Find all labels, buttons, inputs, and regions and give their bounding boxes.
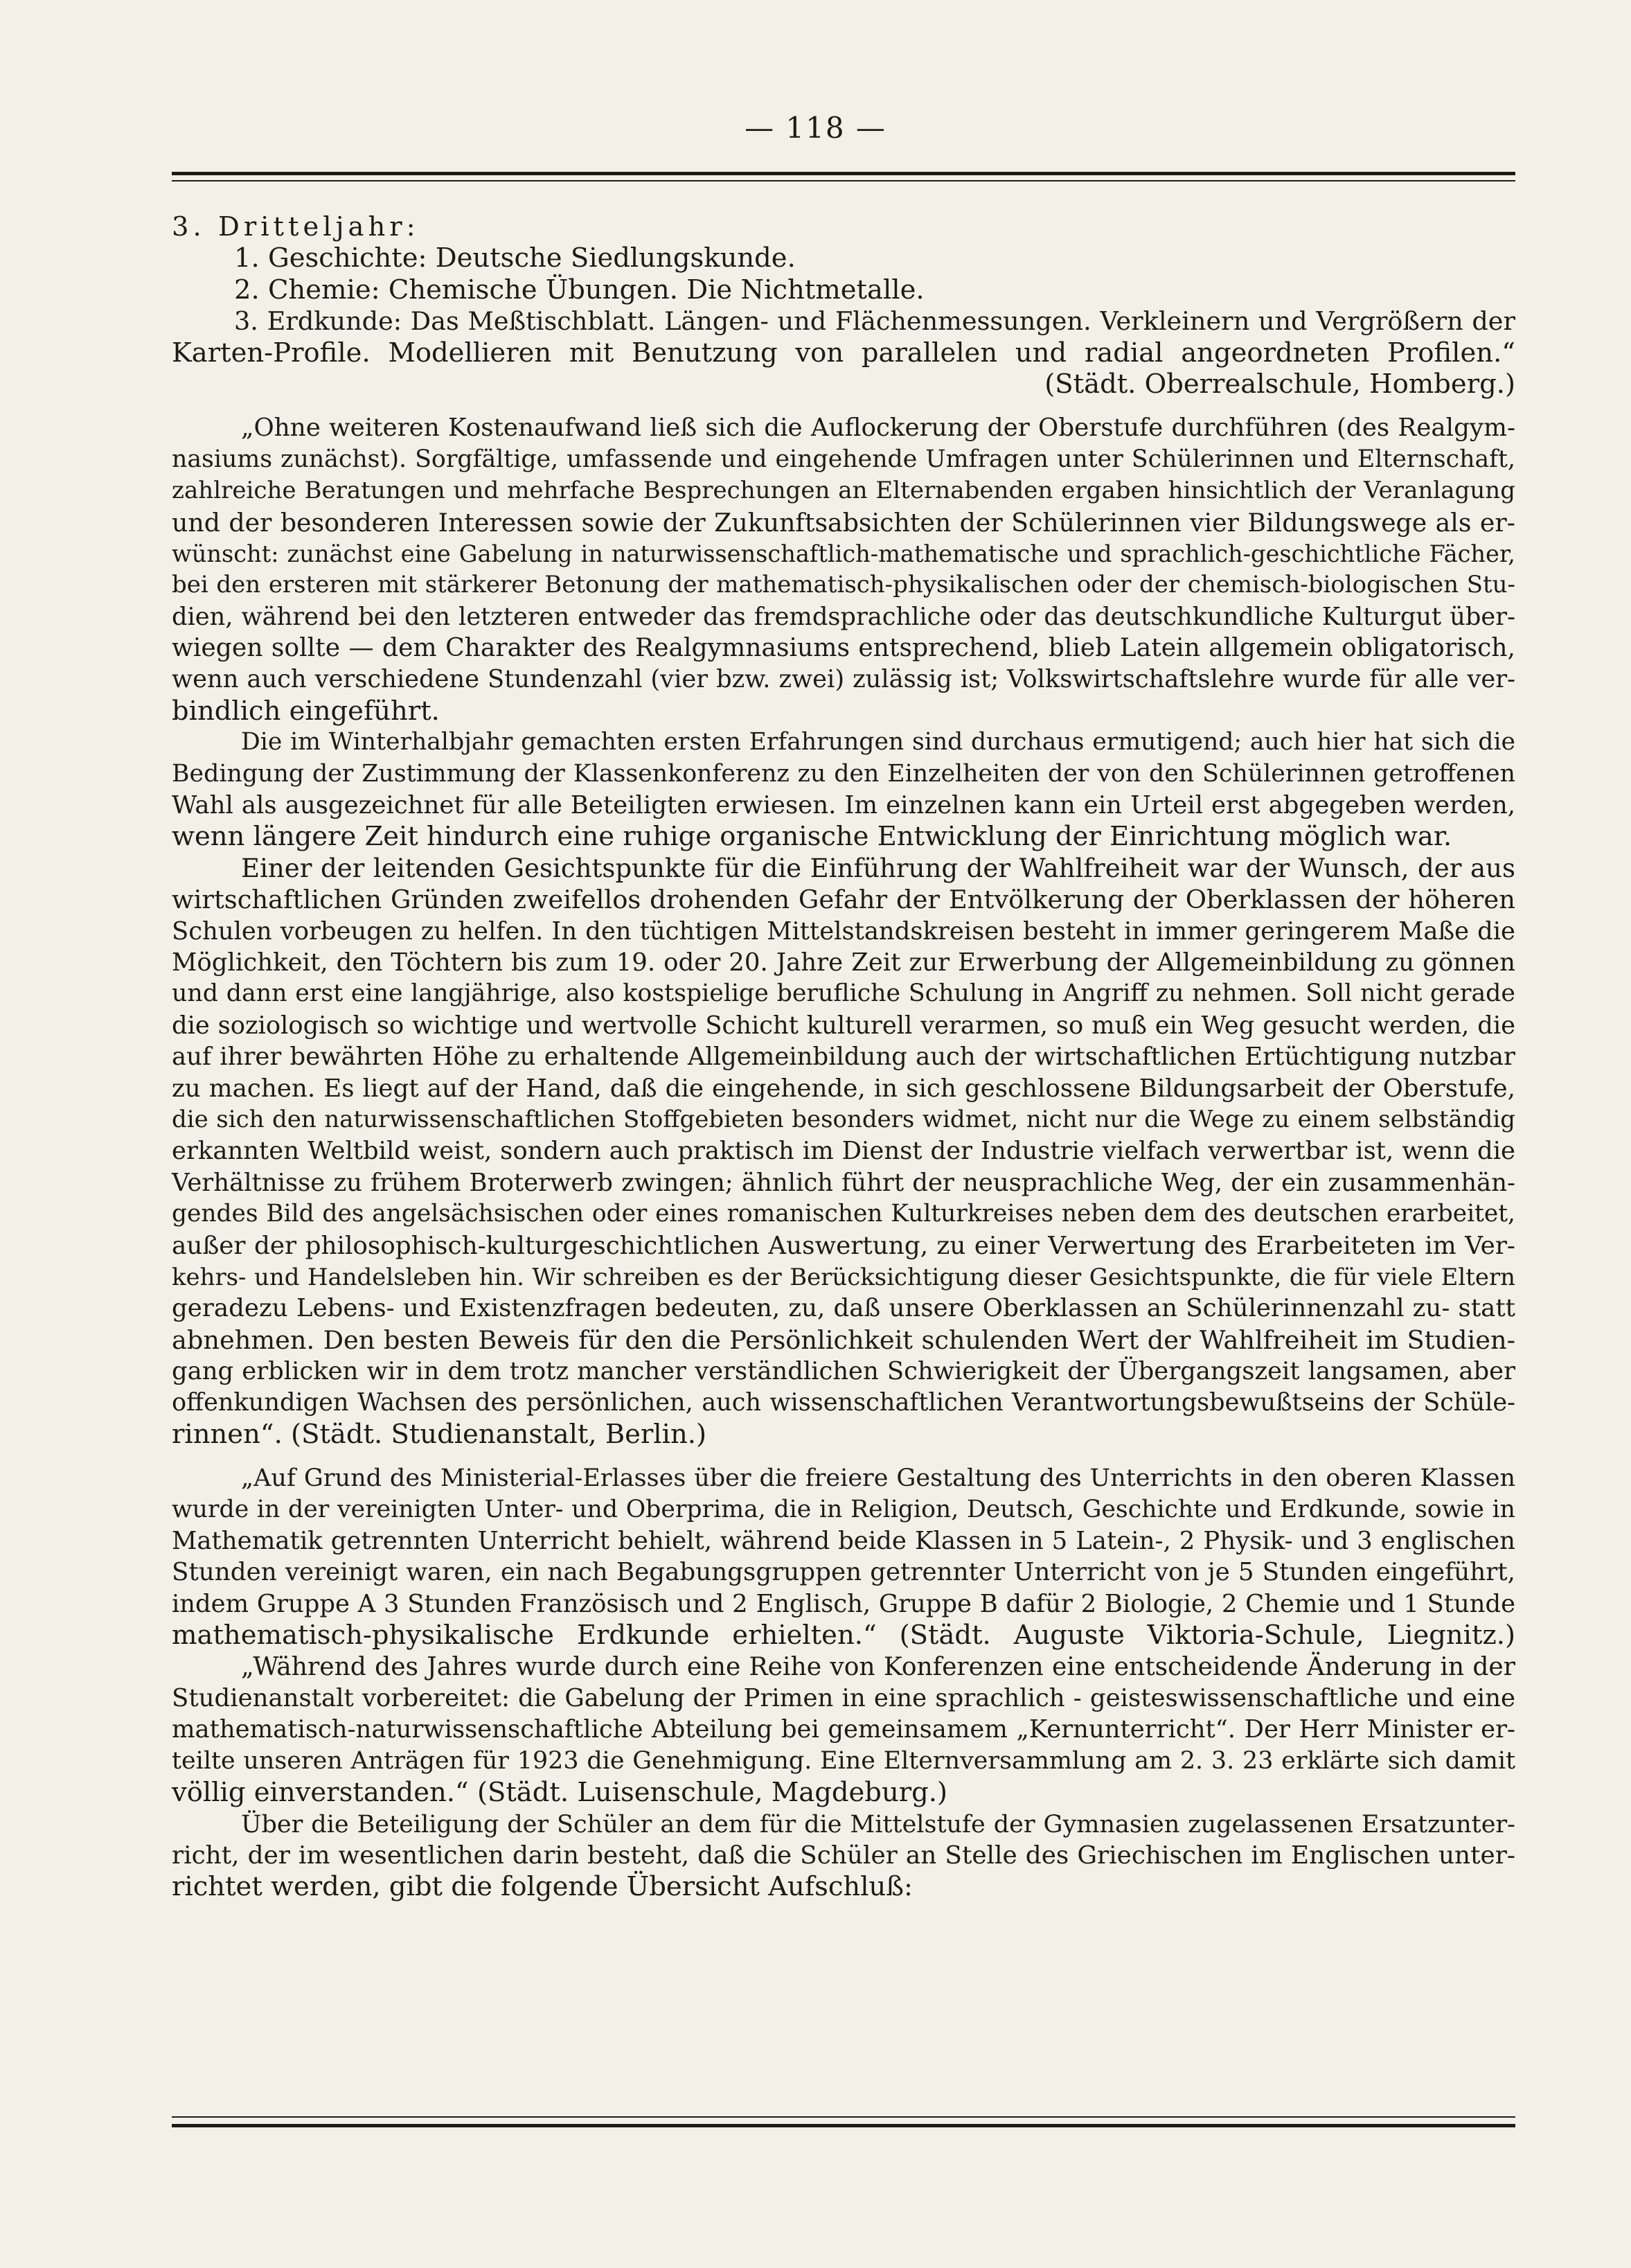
paragraph-line: wurde in der vereinigten Unter- und Oberprima, die in Religion, Deutsch, Geschichte und Erdkunde, sowie in — [172, 1495, 1515, 1523]
paragraph-line: Bedingung der Zustimmung der Klassenkonferenz zu den Einzelheiten der von den Schülerinnen getroffenen — [172, 759, 1515, 788]
paragraph-line: „Auf Grund des Ministerial-Erlasses über die freiere Gestaltung des Unterrichts in den oberen Klassen — [241, 1464, 1515, 1493]
paragraph-line: gendes Bild des angelsächsischen oder eines romanischen Kulturkreises neben dem des deutschen erarbeitet, — [172, 1200, 1515, 1228]
list-item: 1. Geschichte: Deutsche Siedlungskunde. — [234, 242, 796, 274]
paragraph-line: geradezu Lebens- und Existenzfragen bedeuten, zu, daß unsere Oberklassen an Schülerinnenzahl zu- statt — [172, 1294, 1515, 1323]
paragraph-line: wenn auch verschiedene Stundenzahl (vier bzw. zwei) zulässig ist; Volkswirtschaftslehre wurde für alle ver- — [172, 665, 1515, 694]
paragraph-line: auf ihrer bewährten Höhe zu erhaltende Allgemeinbildung auch der wirtschaftlichen Ertüchtigung nutzbar — [172, 1043, 1515, 1072]
paragraph-line: zahlreiche Beratungen und mehrfache Besprechungen an Elternabenden ergaben hinsichtlich der Veranlagung — [172, 477, 1515, 505]
paragraph-line: Mathematik getrennten Unterricht behielt, während beide Klassen in 5 Latein-, 2 Physik- und 3 englischen — [172, 1527, 1515, 1556]
paragraph-line: wünscht: zunächst eine Gabelung in naturwissenschaftlich-mathematische und sprachlich-geschichtliche Fächer, — [172, 540, 1515, 567]
paragraph-line: Einer der leitenden Gesichtspunkte für die Einführung der Wahlfreiheit war der Wunsch, der aus — [241, 853, 1515, 883]
paragraph-line: „Während des Jahres wurde durch eine Reihe von Konferenzen eine entscheidende Änderung in der — [241, 1651, 1515, 1681]
paragraph-line: und der besonderen Interessen sowie der Zukunftsabsichten der Schülerinnen vier Bildungswege als er- — [172, 507, 1515, 538]
paragraph-line: teilte unseren Anträgen für 1923 die Genehmigung. Eine Elternversammlung am 2. 3. 23 erklärte sich damit — [172, 1746, 1515, 1775]
paragraph-line: Möglichkeit, den Töchtern bis zum 19. oder 20. Jahre Zeit zur Erwerbung der Allgemeinbildung zu gönnen — [172, 948, 1515, 977]
header-rule — [172, 172, 1515, 175]
section-heading: 3. Dritteljahr: — [172, 211, 420, 242]
paragraph-line: richtet werden, gibt die folgende Übersicht Aufschluß: — [172, 1871, 913, 1903]
paragraph-line: völlig einverstanden.“ (Städt. Luisenschule, Magdeburg.) — [172, 1777, 948, 1809]
paragraph-line: wirtschaftlichen Gründen zweifellos drohenden Gefahr der Entvölkerung der Oberklassen der höheren — [172, 885, 1515, 915]
paragraph-line: Stunden vereinigt waren, ein nach Begabungsgruppen getrennter Unterricht von je 5 Stunden eingeführt, — [172, 1558, 1515, 1587]
footer-rule-thin — [172, 2116, 1515, 2118]
paragraph-line: Schulen vorbeugen zu helfen. In den tüchtigen Mittelstandskreisen besteht in immer geringerem Maße die — [172, 916, 1515, 946]
paragraph-line: richt, der im wesentlichen darin besteht, daß die Schüler an Stelle des Griechischen im Englischen unter- — [172, 1841, 1515, 1870]
paragraph-line: offenkundigen Wachsen des persönlichen, auch wissenschaftlichen Verantwortungsbewußtseins der Schüle- — [172, 1388, 1515, 1417]
header-rule-thin — [172, 180, 1515, 181]
paragraph-line: wenn längere Zeit hindurch eine ruhige organische Entwicklung der Einrichtung möglich war. — [172, 821, 1452, 853]
paragraph-line: abnehmen. Den besten Beweis für den die Persönlichkeit schulenden Wert der Wahlfreiheit im Studien- — [172, 1325, 1515, 1355]
paragraph-line: gang erblicken wir in dem trotz mancher verständlichen Schwierigkeit der Übergangszeit langsamen, aber — [172, 1357, 1515, 1386]
paragraph-line: Verhältnisse zu frühem Broterwerb zwingen; ähnlich führt der neusprachliche Weg, der ein zusammenhän- — [172, 1168, 1515, 1197]
source-citation: (Städt. Oberrealschule, Homberg.) — [1044, 368, 1515, 400]
paragraph-line: bei den ersteren mit stärkerer Betonung der mathematisch-physikalischen oder der chemisch-biologischen Stu- — [172, 571, 1515, 599]
paragraph-line: indem Gruppe A 3 Stunden Französisch und 2 Englisch, Gruppe B dafür 2 Biologie, 2 Chemie und 1 Stunde — [172, 1589, 1515, 1618]
paragraph-line: zu machen. Es liegt auf der Hand, daß die eingehende, in sich geschlossene Bildungsarbeit der Oberstufe, — [172, 1074, 1515, 1103]
paragraph-line: bindlich eingeführt. — [172, 695, 440, 727]
list-item: 3. Erdkunde: Das Meßtischblatt. Längen- und Flächenmessungen. Verkleinern und Vergrößern der — [234, 306, 1515, 337]
page-number: — 118 — — [745, 111, 886, 145]
list-item: 2. Chemie: Chemische Übungen. Die Nichtmetalle. — [234, 274, 925, 305]
paragraph-line: Die im Winterhalbjahr gemachten ersten Erfahrungen sind durchaus ermutigend; auch hier hat sich die — [241, 728, 1515, 756]
paragraph-line: kehrs- und Handelsleben hin. Wir schreiben es der Berücksichtigung dieser Gesichtspunkte, die für viele Eltern — [172, 1263, 1515, 1291]
paragraph-line: die sich den naturwissenschaftlichen Stoffgebieten besonders widmet, nicht nur die Wege zu einem selbständig — [172, 1105, 1515, 1133]
paragraph-line: Über die Beteiligung der Schüler an dem für die Mittelstufe der Gymnasien zugelassenen Ersatzunter- — [241, 1809, 1515, 1839]
paragraph-line: „Ohne weiteren Kostenaufwand ließ sich die Auflockerung der Oberstufe durchführen (des Realgym- — [241, 414, 1515, 443]
paragraph-line: Studienanstalt vorbereitet: die Gabelung der Primen in eine sprachlich - geisteswissenschaftliche und eine — [172, 1683, 1515, 1712]
paragraph-line: dien, während bei den letzteren entweder das fremdsprachliche oder das deutschkundliche Kulturgut über- — [172, 602, 1515, 631]
footer-rule — [172, 2124, 1515, 2127]
paragraph-line: mathematisch-physikalische Erdkunde erhielten.“ (Städt. Auguste Viktoria-Schule, Liegnitz.) — [172, 1620, 1515, 1651]
paragraph-line: nasiums zunächst). Sorgfältige, umfassende und eingehende Umfragen unter Schülerinnen und Elternschaft, — [172, 445, 1515, 473]
list-item-continuation: Karten-Profile. Modellieren mit Benutzung von parallelen und radial angeordneten Profilen.“ — [172, 337, 1515, 369]
paragraph-line: und dann erst eine langjährige, also kostspielige berufliche Schulung in Angriff zu nehmen. Soll nicht gerade — [172, 980, 1515, 1008]
paragraph-line: mathematisch-naturwissenschaftliche Abteilung bei gemeinsamem „Kernunterricht“. Der Herr Minister er- — [172, 1715, 1515, 1744]
paragraph-line: erkannten Weltbild weist, sondern auch praktisch im Dienst der Industrie vielfach verwertbar ist, wenn die — [172, 1137, 1515, 1166]
paragraph-line: rinnen“. (Städt. Studienanstalt, Berlin.) — [172, 1418, 706, 1450]
paragraph-line: die soziologisch so wichtige und wertvolle Schicht kulturell verarmen, so muß ein Weg gesucht werden, die — [172, 1011, 1515, 1040]
paragraph-line: außer der philosophisch-kulturgeschichtlichen Auswertung, zu einer Verwertung des Erarbeiteten im Ver- — [172, 1231, 1515, 1260]
paragraph-line: Wahl als ausgezeichnet für alle Beteiligten erwiesen. Im einzelnen kann ein Urteil erst abgegeben werden, — [172, 791, 1515, 820]
paragraph-line: wiegen sollte — dem Charakter des Realgymnasiums entsprechend, blieb Latein allgemein obligatorisch, — [172, 633, 1515, 663]
page-body — [172, 211, 1515, 1903]
